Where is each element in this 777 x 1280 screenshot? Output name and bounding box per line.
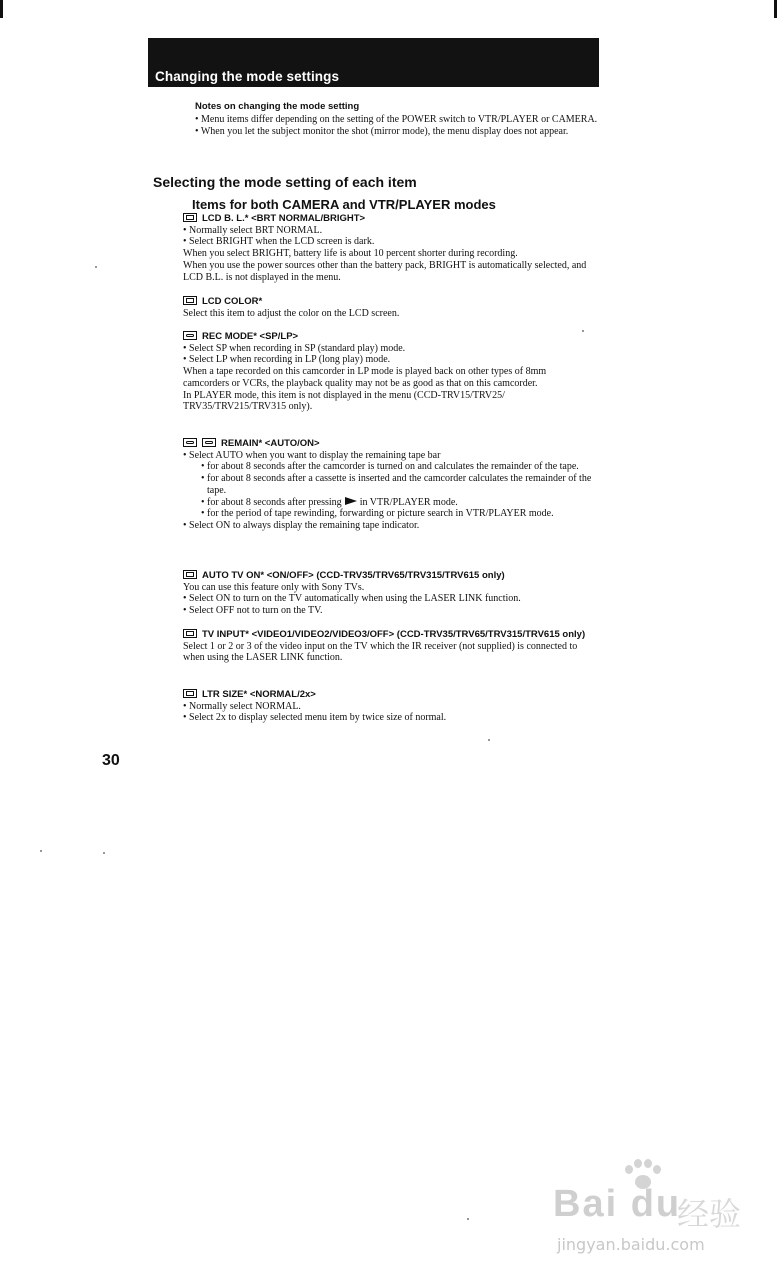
item-line: • Select 2x to display selected menu item by twice size of normal. (183, 712, 447, 724)
item-line: Select 1 or 2 or 3 of the video input on the TV which the IR receiver (not supplied) is connected to when using the LASER LINK function. (183, 640, 578, 664)
menu-item-remain (183, 438, 593, 532)
lcd-icon (183, 213, 197, 222)
tape-icon (183, 331, 197, 340)
item-line: • Select ON to turn on the TV automatically when using the LASER LINK function. (183, 593, 521, 605)
page-title: Changing the mode settings (155, 69, 340, 84)
item-line: When you use the power sources other than the battery pack, BRIGHT is automatically selected, and LCD B.L. is not displayed in the menu. (183, 259, 587, 283)
item-title: AUTO TV ON* <ON/OFF> (CCD-TRV35/TRV65/TRV315/TRV615 only) (202, 570, 505, 581)
item-line: • for the period of tape rewinding, forwarding or picture search in VTR/PLAYER mode. (201, 508, 554, 520)
scan-speck (488, 739, 490, 741)
crop-mark-left (0, 0, 3, 18)
tv-icon (183, 570, 197, 579)
item-line-part: • for about 8 seconds after pressing (201, 496, 342, 508)
scan-speck (103, 852, 105, 854)
item-title: LCD B. L.* <BRT NORMAL/BRIGHT> (202, 213, 366, 224)
item-title: LCD COLOR* (202, 296, 263, 307)
remain-icon (202, 438, 216, 447)
watermark-cn: 经验 (677, 1195, 742, 1233)
menu-item-auto-tv-on (183, 570, 593, 617)
item-line: • Select ON to always display the remaining tape indicator. (183, 520, 420, 532)
item-line: • Normally select NORMAL. (183, 700, 301, 712)
notes-body (195, 114, 600, 138)
scan-speck (95, 266, 97, 268)
item-line: • Normally select BRT NORMAL. (183, 224, 323, 236)
lcd-icon (183, 296, 197, 305)
item-line: • Select LP when recording in LP (long play) mode. (183, 354, 391, 366)
play-icon (345, 497, 357, 505)
tv-icon (183, 689, 197, 698)
scan-speck (467, 1218, 469, 1220)
watermark-logo: Bai du (553, 1183, 682, 1225)
page-number: 30 (102, 752, 120, 769)
notes-heading: Notes on changing the mode setting (195, 101, 360, 112)
scan-speck (40, 850, 42, 852)
scan-speck (582, 330, 584, 332)
menu-item-ltr-size (183, 689, 593, 724)
item-title: REMAIN* <AUTO/ON> (221, 438, 320, 449)
item-line (183, 497, 593, 509)
item-line: When a tape recorded on this camcorder in LP mode is played back on other types of 8mm camcorders or VCRs, the playback quality may not be as good as that on this camcorder. (183, 366, 547, 389)
item-line: You can use this feature only with Sony TVs. (183, 581, 365, 593)
subsection-heading: Items for both CAMERA and VTR/PLAYER modes (192, 197, 496, 212)
note-line: • Menu items differ depending on the setting of the POWER switch to VTR/PLAYER or CAMERA. (195, 114, 598, 125)
item-line: In PLAYER mode, this item is not displayed in the menu (CCD-TRV15/TRV25/ TRV35/TRV215/TRV315 only). (183, 389, 505, 413)
menu-item-lcd-bl (183, 213, 593, 283)
tape-icon (183, 438, 197, 447)
item-line: • Select AUTO when you want to display the remaining tape bar (183, 449, 441, 461)
item-title: REC MODE* <SP/LP> (202, 331, 299, 342)
menu-item-rec-mode (183, 331, 593, 413)
tv-icon (183, 629, 197, 638)
item-line: • for about 8 seconds after the camcorder is turned on and calculates the remainder of the tape. (201, 461, 579, 473)
item-line: Select this item to adjust the color on the LCD screen. (183, 307, 400, 319)
item-line: • Select BRIGHT when the LCD screen is dark. (183, 236, 375, 248)
section-header-bar (148, 38, 599, 87)
item-line-part: in VTR/PLAYER mode. (359, 496, 458, 508)
note-line: • When you let the subject monitor the shot (mirror mode), the menu display does not appear. (195, 125, 569, 137)
item-line: • Select OFF not to turn on the TV. (183, 605, 323, 617)
menu-item-lcd-color (183, 296, 593, 319)
item-line: • for about 8 seconds after a cassette is inserted and the camcorder calculates the remainder of the tape. (201, 473, 592, 496)
watermark-url: jingyan.baidu.com (557, 1235, 705, 1254)
menu-item-tv-input (183, 629, 593, 664)
watermark (553, 1155, 773, 1275)
section-heading: Selecting the mode setting of each item (153, 174, 417, 190)
item-title: LTR SIZE* <NORMAL/2x> (202, 689, 316, 700)
item-title: TV INPUT* <VIDEO1/VIDEO2/VIDEO3/OFF> (CCD-TRV35/TRV65/TRV315/TRV615 only) (202, 629, 586, 640)
item-line: • Select SP when recording in SP (standard play) mode. (183, 342, 406, 354)
item-line: When you select BRIGHT, battery life is about 10 percent shorter during recording. (183, 248, 518, 260)
